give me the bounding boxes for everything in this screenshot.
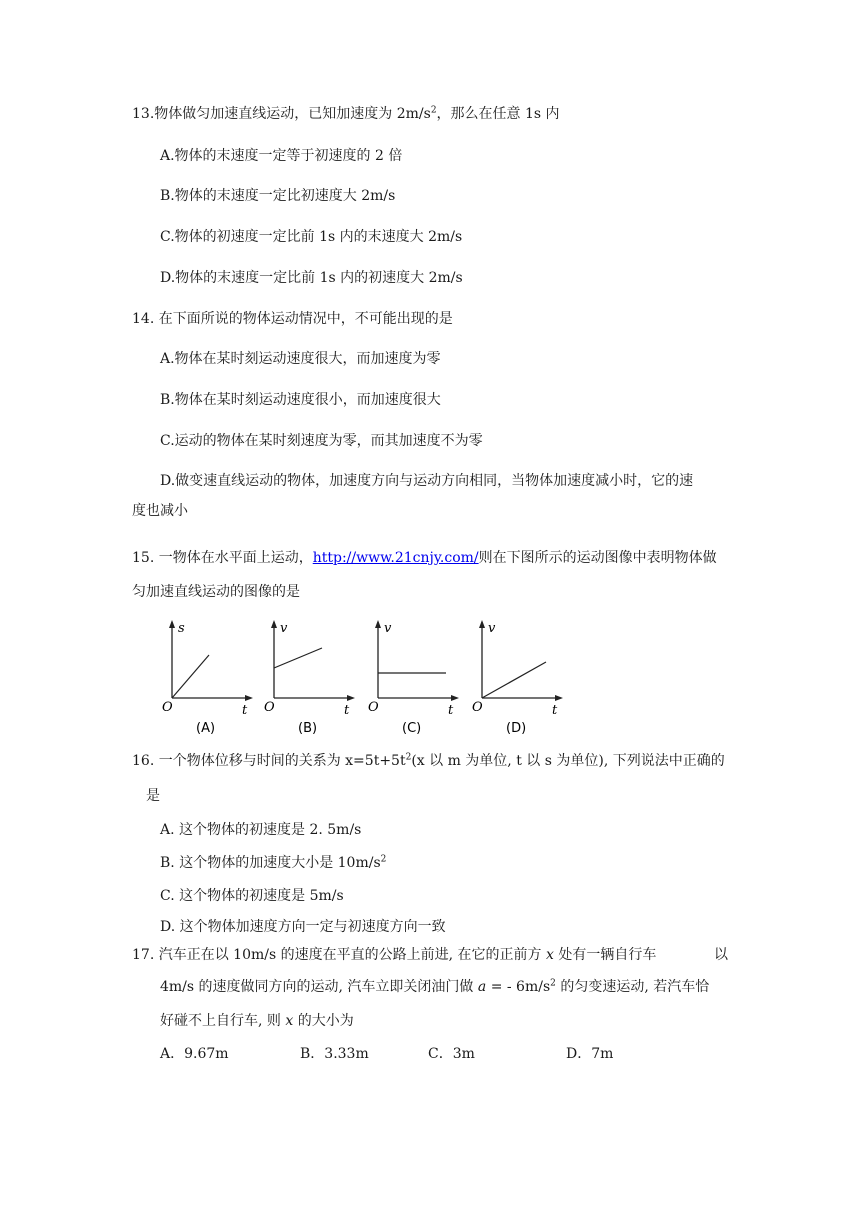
graph-a-origin-label: O: [162, 700, 173, 715]
graph-c-yaxis-label: v: [384, 621, 392, 636]
graph-a-xaxis-label: t: [242, 703, 248, 718]
q16-option-a: A. 这个物体的初速度是 2. 5m/s: [160, 822, 362, 838]
graph-c: [364, 618, 464, 736]
graph-a-caption: (A): [196, 721, 216, 736]
graph-a: [158, 618, 258, 736]
graph-d: [468, 618, 568, 736]
graph-d-xaxis-label: t: [552, 703, 558, 718]
q16-stem: 16. 一个物体位移与时间的关系为 $x=5t+5t^2(x$ 以 m 为单位, t 以 s 为单位), 下列说法中正确的: [132, 752, 725, 769]
q17-option-b: B．3.33m: [300, 1046, 369, 1062]
graph-b: [260, 618, 360, 736]
q14-option-c: C.运动的物体在某时刻速度为零，而其加速度不为零: [160, 433, 483, 449]
q16-option-c: C. 这个物体的初速度是 5m/s: [160, 888, 344, 904]
q13-option-c: C.物体的初速度一定比前 1s 内的末速度大 2m/s: [160, 229, 463, 245]
q15-stem-cont: 匀加速直线运动的图像的是: [132, 584, 300, 600]
q17-stem-line1: 17. 汽车正在以 10m/s 的速度在平直的公路上前进, 在它的正前方 x 处有一辆自行车: [132, 947, 657, 963]
q17-option-c: C．3m: [428, 1046, 475, 1062]
graph-b-caption: (B): [298, 721, 318, 736]
graph-d-caption: (D): [506, 721, 527, 736]
q15-link[interactable]: http://www.21cnjy.com/: [312, 550, 479, 566]
q13-stem: 13.物体做匀加速直线运动，已知加速度为 $2m/s^2$，那么在任意 1s 内: [132, 105, 560, 122]
q17-stem-line1-end: 以: [714, 947, 728, 963]
q17-stem-line3: 好碰不上自行车, 则 x 的大小为: [160, 1013, 354, 1029]
q13-option-a: A.物体的末速度一定等于初速度的 2 倍: [160, 148, 403, 164]
q17-stem-line2: 4m/s 的速度做同方向的运动, 汽车立即关闭油门做 a = - $6m/s^2$ 的匀变速运动, 若汽车恰: [160, 978, 710, 995]
graph-b-xaxis-label: t: [344, 703, 350, 718]
q16-stem-cont: 是: [146, 788, 160, 804]
q14-option-b: B.物体在某时刻运动速度很小，而加速度很大: [160, 392, 441, 408]
q17-option-a: A．9.67m: [160, 1046, 229, 1062]
graph-c-xaxis-label: t: [448, 703, 454, 718]
q14-option-d-cont: 度也减小: [132, 503, 188, 519]
q13-option-d: D.物体的末速度一定比前 1s 内的初速度大 2m/s: [160, 270, 463, 286]
graph-b-origin-label: O: [264, 700, 275, 715]
q16-option-d: D. 这个物体加速度方向一定与初速度方向一致: [160, 919, 446, 935]
graph-c-origin-label: O: [368, 700, 379, 715]
graph-a-yaxis-label: s: [178, 621, 185, 636]
q14-option-a: A.物体在某时刻运动速度很大，而加速度为零: [160, 351, 441, 367]
q14-option-d: D.做变速直线运动的物体，加速度方向与运动方向相同，当物体加速度减小时，它的速: [160, 473, 694, 489]
graph-b-yaxis-label: v: [280, 621, 288, 636]
graph-c-caption: (C): [402, 721, 422, 736]
q16-option-b: B. 这个物体的加速度大小是 $10m/s^2$: [160, 854, 387, 871]
graph-d-yaxis-label: v: [488, 621, 496, 636]
q15-stem: 15. 一物体在水平面上运动，http://www.21cnjy.com/则在下图所示的运动图像中表明物体做: [132, 550, 717, 566]
q17-option-d: D．7m: [566, 1046, 614, 1062]
q13-option-b: B.物体的末速度一定比初速度大 2m/s: [160, 188, 396, 204]
graph-d-origin-label: O: [472, 700, 483, 715]
q14-stem: 14. 在下面所说的物体运动情况中，不可能出现的是: [132, 311, 453, 327]
